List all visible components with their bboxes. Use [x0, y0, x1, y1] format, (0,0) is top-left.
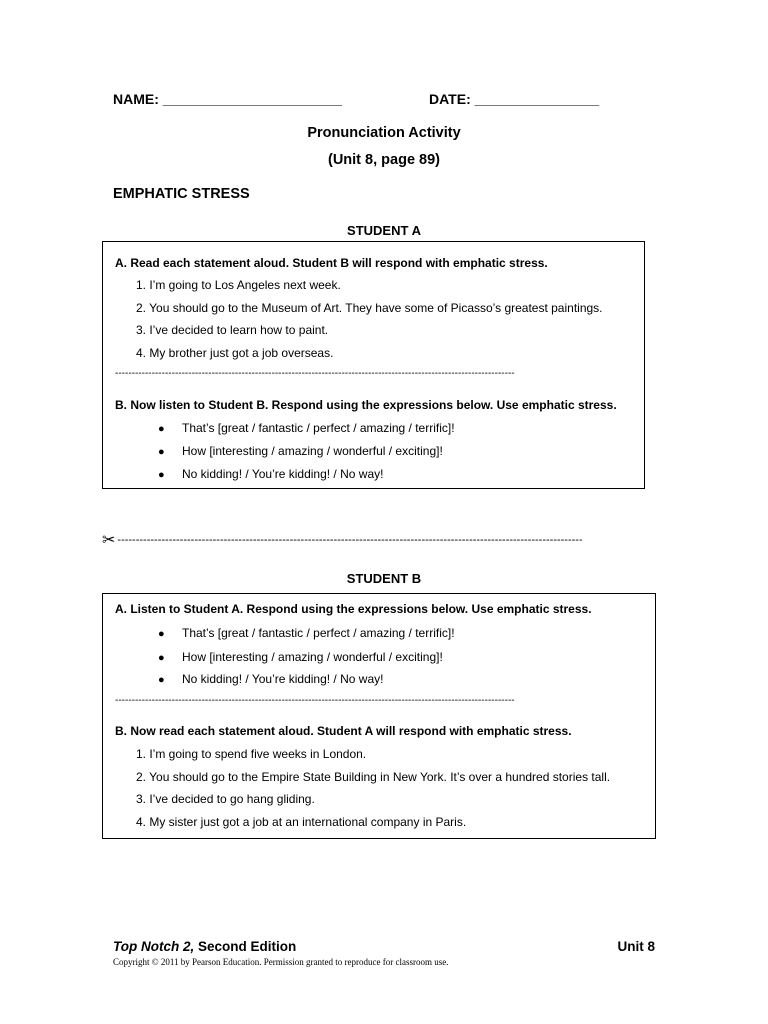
- bullet-icon: ●: [158, 446, 165, 458]
- list-item: 4. My brother just got a job overseas.: [136, 346, 334, 360]
- list-item: ● That’s [great / fantastic / perfect / amazing / terrific]!: [158, 626, 455, 640]
- page-subtitle: (Unit 8, page 89): [328, 152, 440, 168]
- page-title: Pronunciation Activity: [307, 125, 461, 141]
- cut-line-dashes: -------------------------------------------------------------------------------------------------------------------------------: [117, 533, 583, 546]
- list-item: ● How [interesting / amazing / wonderful / exciting]!: [158, 444, 443, 458]
- list-item: 1. I’m going to Los Angeles next week.: [136, 278, 341, 292]
- list-item: ● No kidding! / You’re kidding! / No way!: [158, 672, 384, 686]
- bullet-icon: ●: [158, 469, 165, 481]
- footer-book-title: [113, 939, 296, 954]
- date-blank: ________________: [474, 91, 600, 107]
- bullet-icon: ●: [158, 652, 165, 664]
- list-item: 1. I’m going to spend five weeks in London.: [136, 747, 367, 761]
- list-item: 2. You should go to the Museum of Art. They have some of Picasso’s greatest paintings.: [136, 301, 603, 315]
- scissors-icon: ✂: [102, 532, 116, 546]
- student-a-box: [102, 241, 645, 489]
- student-a-part-b-heading: B. Now listen to Student B. Respond using the expressions below. Use emphatic stress.: [115, 398, 617, 412]
- divider: ------------------------------------------------------------------------------------------------------------------------: [115, 695, 515, 706]
- list-item: 2. You should go to the Empire State Building in New York. It’s over a hundred stories tall.: [136, 770, 611, 784]
- divider: ------------------------------------------------------------------------------------------------------------------------: [115, 368, 515, 379]
- name-field: [113, 91, 342, 107]
- student-a-label: STUDENT A: [347, 223, 421, 238]
- list-item: 3. I’ve decided to learn how to paint.: [136, 323, 329, 337]
- list-item: 3. I’ve decided to go hang gliding.: [136, 792, 315, 806]
- student-b-part-a-heading: A. Listen to Student A. Respond using the expressions below. Use emphatic stress.: [115, 602, 592, 616]
- name-blank: _______________________: [162, 91, 342, 107]
- student-b-box: [102, 593, 656, 839]
- bullet-icon: ●: [158, 674, 165, 686]
- list-item: ● No kidding! / You’re kidding! / No way!: [158, 467, 384, 481]
- date-field: [429, 91, 599, 107]
- book-edition: Second Edition: [194, 939, 297, 954]
- section-title: EMPHATIC STRESS: [113, 186, 250, 202]
- bullet-icon: ●: [158, 628, 165, 640]
- bullet-icon: ●: [158, 423, 165, 435]
- copyright-notice: Copyright © 2011 by Pearson Education. Permission granted to reproduce for classroom use.: [113, 957, 449, 967]
- cut-line: [102, 530, 642, 546]
- name-label: NAME:: [113, 91, 159, 107]
- list-item: ● How [interesting / amazing / wonderful / exciting]!: [158, 650, 443, 664]
- list-item: 4. My sister just got a job at an international company in Paris.: [136, 815, 467, 829]
- book-title: Top Notch 2,: [113, 939, 195, 954]
- date-label: DATE:: [429, 91, 471, 107]
- student-a-part-a-heading: A. Read each statement aloud. Student B will respond with emphatic stress.: [115, 256, 548, 270]
- student-b-label: STUDENT B: [346, 571, 422, 586]
- footer-unit: Unit 8: [617, 939, 655, 954]
- student-b-part-b-heading: B. Now read each statement aloud. Student A will respond with emphatic stress.: [115, 724, 572, 738]
- list-item: ● That’s [great / fantastic / perfect / amazing / terrific]!: [158, 421, 455, 435]
